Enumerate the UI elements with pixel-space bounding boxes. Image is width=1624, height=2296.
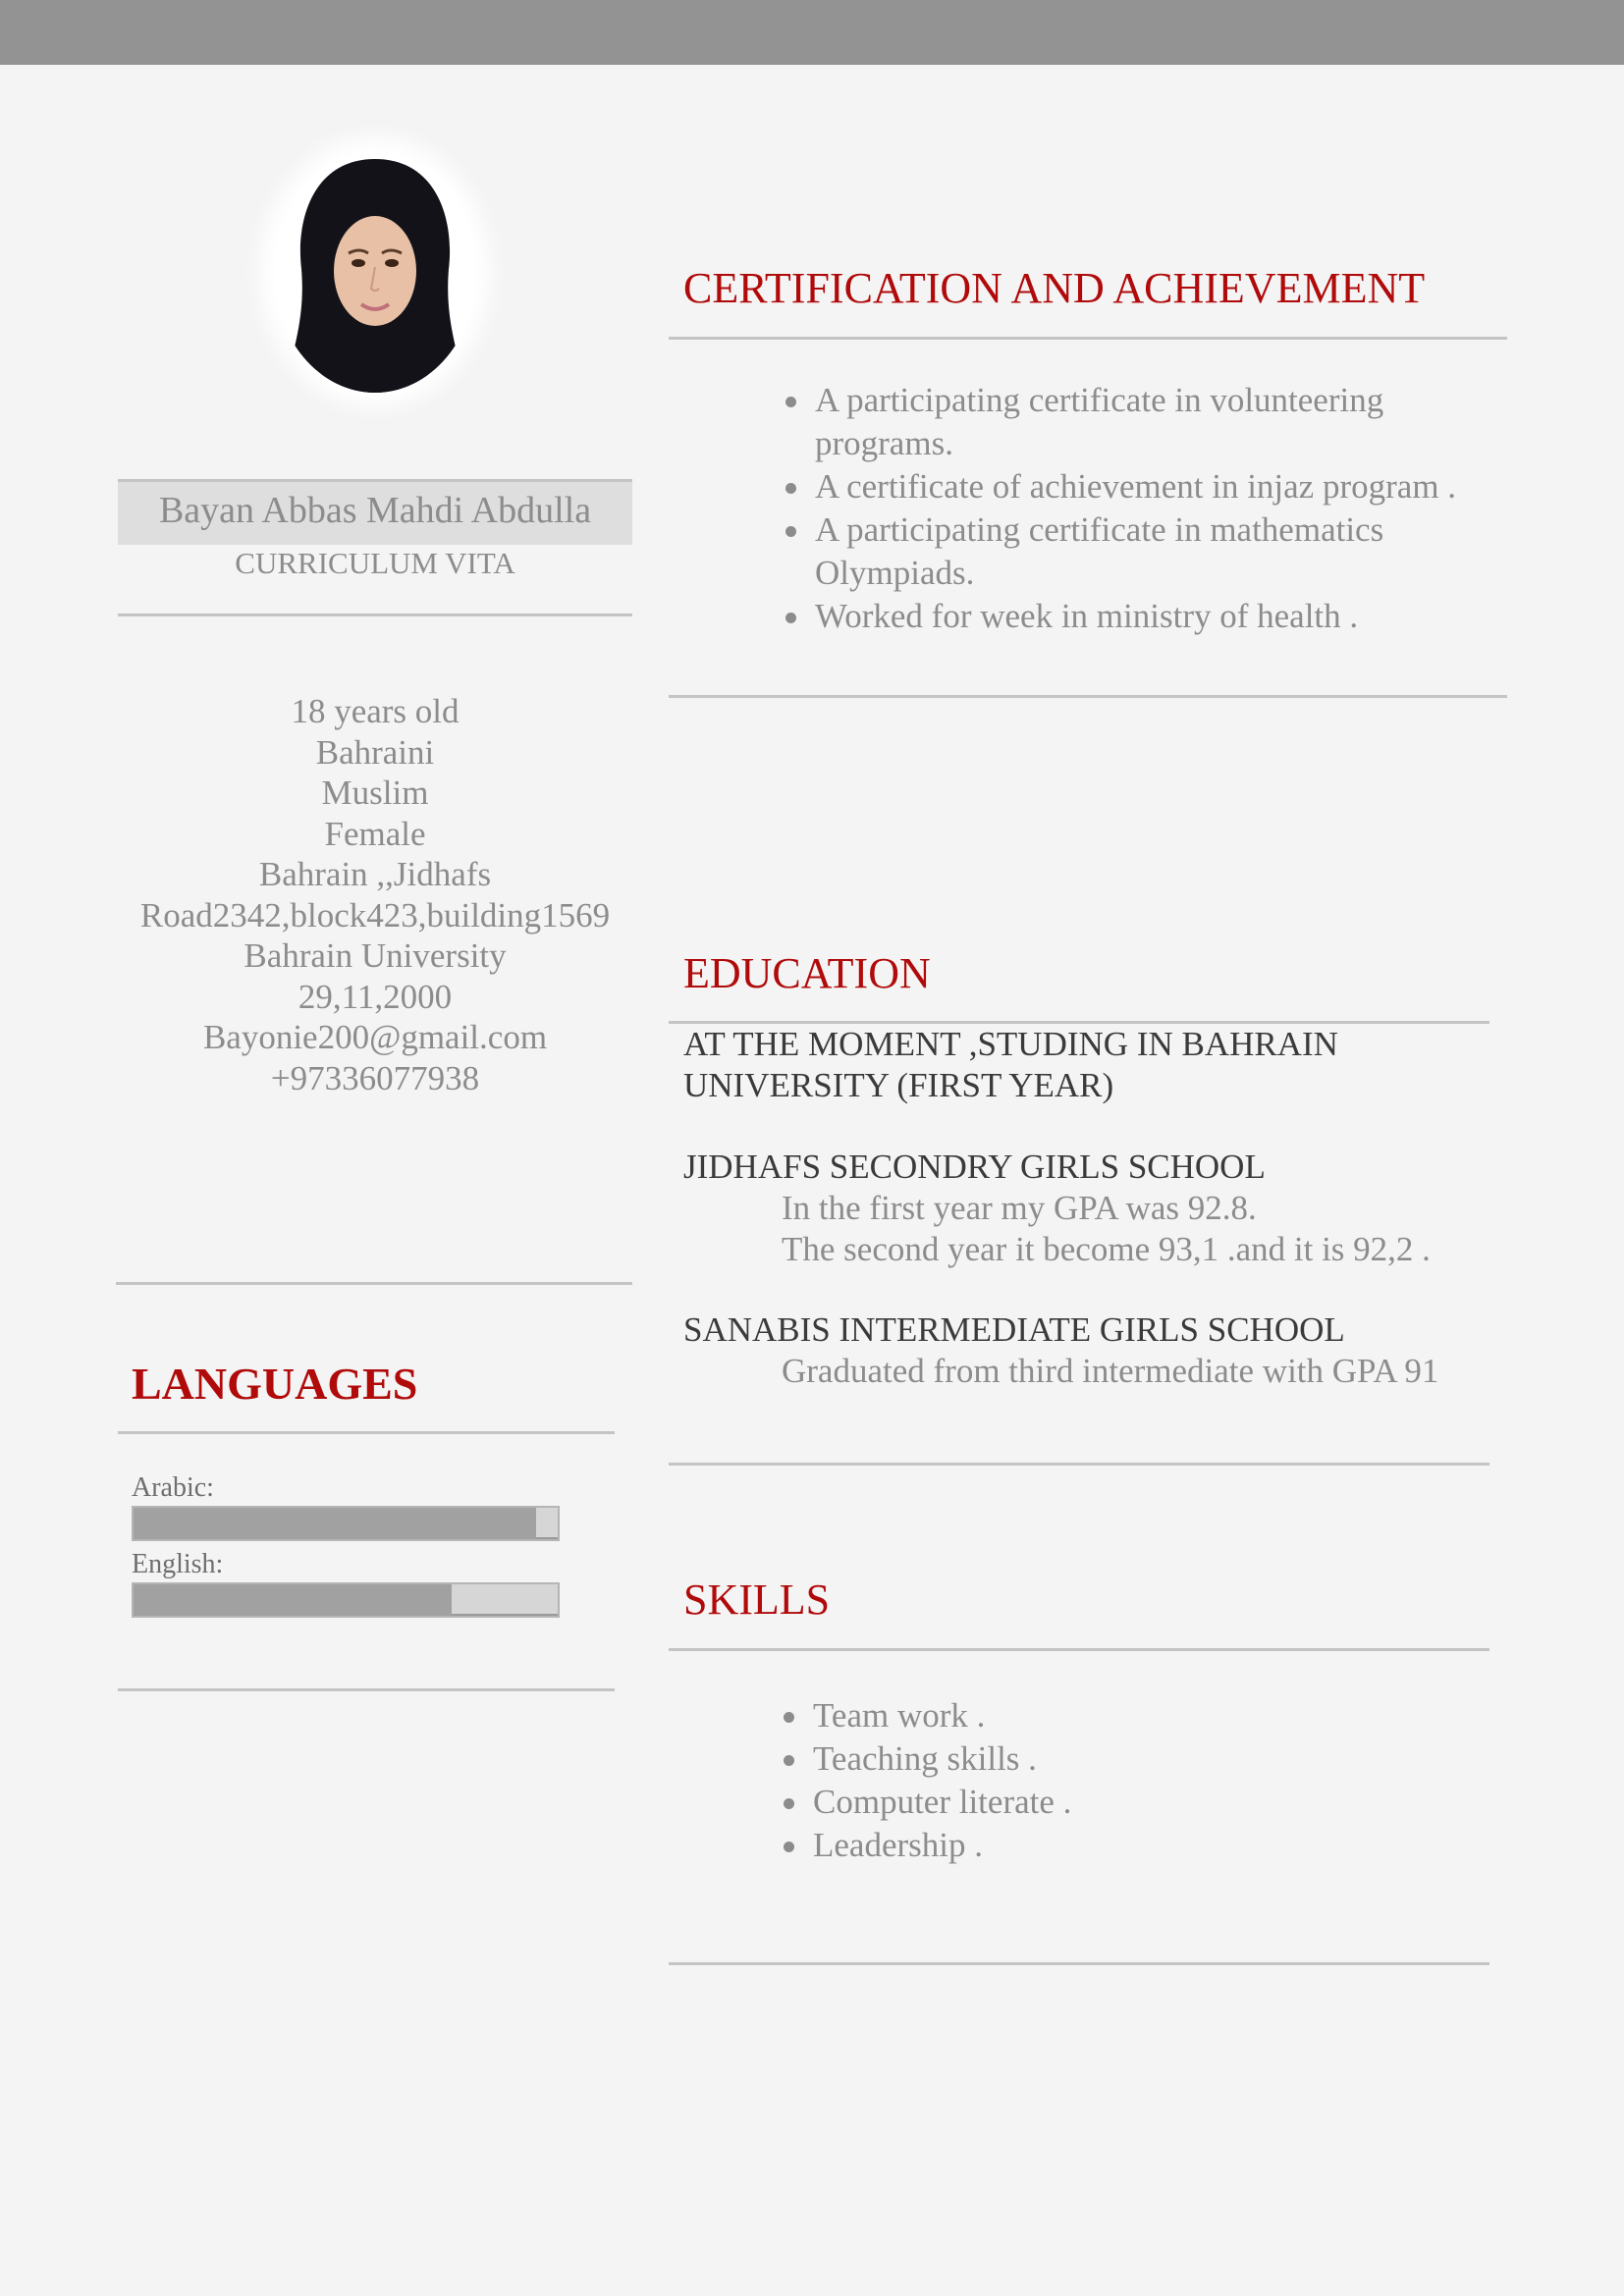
certification-divider <box>669 337 1507 340</box>
profile-photo <box>274 151 476 393</box>
detail-age: 18 years old <box>291 692 460 730</box>
detail-city: Bahrain ,,Jidhafs <box>258 855 492 893</box>
detail-phone: +97336077938 <box>270 1058 480 1097</box>
education-school-2: SANABIS INTERMEDIATE GIRLS SCHOOL <box>683 1310 1345 1349</box>
list-item: Leadership . <box>813 1824 1402 1867</box>
skills-divider <box>669 1648 1489 1651</box>
skills-end-divider <box>669 1962 1489 1965</box>
detail-email: Bayonie200@gmail.com <box>202 1018 548 1056</box>
list-item: Teaching skills . <box>813 1737 1402 1781</box>
profile-photo-image <box>274 151 476 393</box>
top-bar <box>0 0 1624 65</box>
certification-list <box>815 379 1502 638</box>
list-item: A participating certificate in volunteering programs. <box>815 379 1502 465</box>
skills-title: SKILLS <box>683 1575 831 1624</box>
education-title: EDUCATION <box>683 949 931 997</box>
personal-details <box>118 691 632 1098</box>
language-bar-fill <box>134 1508 536 1539</box>
education-school-1: JIDHAFS SECONDRY GIRLS SCHOOL <box>683 1148 1266 1186</box>
cv-subtitle: CURRICULUM VITA <box>235 546 515 580</box>
education-school-1-note-2: The second year it become 93,1 .and it is 92,2 . <box>782 1230 1431 1268</box>
education-school-2-note: Graduated from third intermediate with GPA 91 <box>782 1352 1439 1390</box>
certification-title: CERTIFICATION AND ACHIEVEMENT <box>683 264 1426 312</box>
language-label-arabic: Arabic: <box>132 1472 214 1503</box>
list-item: Computer literate . <box>813 1781 1402 1824</box>
language-bar-english <box>132 1582 560 1618</box>
list-item: A participating certificate in mathematics Olympiads. <box>815 508 1502 595</box>
detail-birthdate: 29,11,2000 <box>298 977 453 1016</box>
divider-left-2 <box>116 1282 632 1285</box>
education-end-divider <box>669 1463 1489 1466</box>
language-bar-fill <box>134 1584 452 1616</box>
language-bar-arabic <box>132 1506 560 1541</box>
list-item: Worked for week in ministry of health . <box>815 595 1502 638</box>
list-item: Team work . <box>813 1694 1402 1737</box>
languages-divider <box>118 1431 615 1434</box>
detail-gender: Female <box>324 814 426 853</box>
detail-nationality: Bahraini <box>315 732 435 772</box>
language-label-english: English: <box>132 1549 224 1579</box>
detail-religion: Muslim <box>321 774 429 812</box>
divider-left-1 <box>118 614 632 616</box>
certification-end-divider <box>669 695 1507 698</box>
list-item: A certificate of achievement in injaz program . <box>815 465 1502 508</box>
skills-list <box>813 1694 1402 1867</box>
full-name: Bayan Abbas Mahdi Abdulla <box>118 479 632 545</box>
languages-title: LANGUAGES <box>132 1359 418 1409</box>
detail-address: Road2342,block423,building1569 <box>139 895 611 934</box>
divider-left-3 <box>118 1688 615 1691</box>
detail-university: Bahrain University <box>244 936 507 975</box>
education-current: AT THE MOMENT ,STUDING IN BAHRAIN UNIVERSITY (FIRST YEAR) <box>683 1025 1338 1104</box>
education-school-1-note-1: In the first year my GPA was 92.8. <box>782 1189 1257 1227</box>
